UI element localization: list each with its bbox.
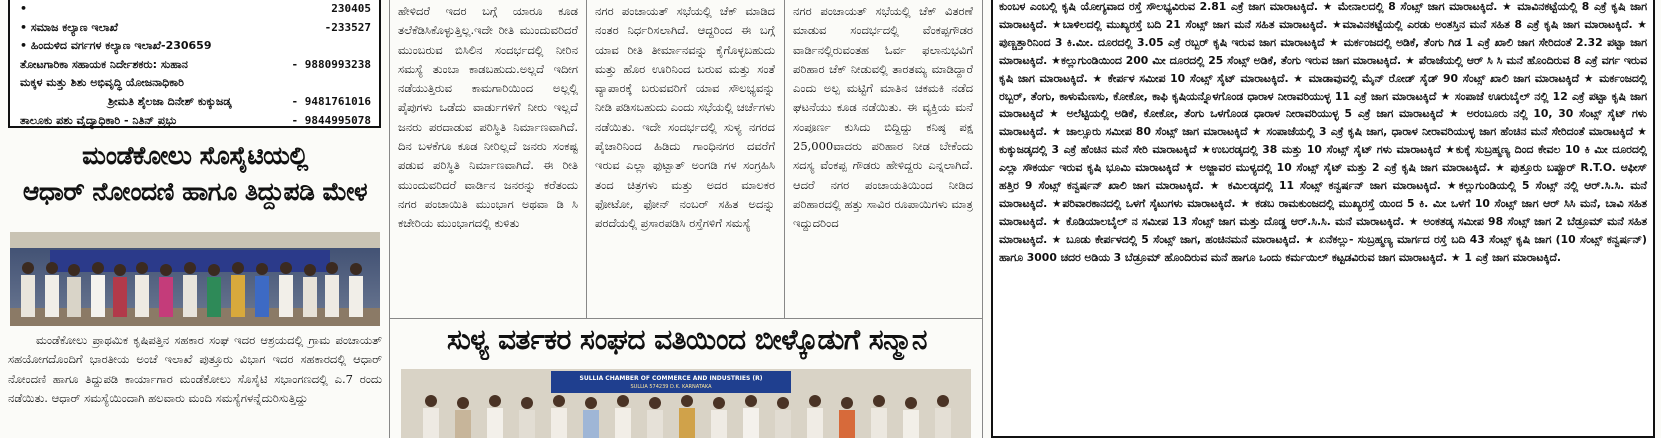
directory-label: ತಾಲೂಕು ಪಶು ವೈದ್ಯಾಧಿಕಾರಿ - ನಿತಿನ್ ಪ್ರಭು: [20, 113, 177, 127]
directory-row: [20, 93, 371, 112]
directory-number: 230405: [331, 2, 371, 15]
headline-line: ಮಂಡೆಕೋಲು ಸೊಸೈಟಿಯಲ್ಲಿ: [82, 141, 308, 170]
article-column-4: ನಗರ ಪಂಚಾಯತ್ ಸಭೆಯಲ್ಲಿ ಚೆಕ್ ವಿತರಣೆ ಮಾಡುವ ಸಂದರ್ಭದಲ್ಲಿ ವೆಂಕಪ್ಪಗೌಡರ ವಾರ್ಡಿನಲ್ಲಿರುವಂತಹ ಓರ್ವ ಫಲಾನುಭವಿಗೆ ಪರಿಹಾರ ಚೆಕ್ ನೀಡುವಲ್ಲಿ ತಾರತಮ್ಯ ಮಾಡಿದ್ದಾರೆ ಎಂದು ಅಲ್ಪ ಮಟ್ಟಿಗೆ ಮಾತಿನ ಚಕಮಕಿ ನಡೆದ ಘಟನೆಯು ಕೂಡ ನಡೆಯಿತು. ಈ ವ್ಯಕ್ತಿಯ ಮನೆ ಸಂಪೂರ್ಣ ಕುಸಿದು ಬಿದ್ದಿದ್ದು ಕನಿಷ್ಠ ಪಕ್ಷ 25,000ವಾದರು ಪರಿಹಾರ ನೀಡ ಬೇಕೆಂದು ಸದಸ್ಯ ವೆಂಕಪ್ಪ ಗೌಡರು ಹೇಳಿದ್ದರು ಎನ್ನಲಾಗಿದೆ. ಆದರೆ ನಗರ ಪಂಚಾಯತಿಯಿಂದ ನೀಡಿದ ಪರಿಹಾರದಲ್ಲಿ ಹತ್ತು ಸಾವಿರ ರೂಪಾಯಿಗಳು ಮಾತ್ರ ಇದ್ದುದರಿಂದ: [793, 4, 973, 231]
group-photo-illustration: [10, 232, 380, 326]
left-story-body: ಮಂಡೆಕೋಲು ಪ್ರಾಥಮಿಕ ಕೃಷಿಪತ್ತಿನ ಸಹಕಾರ ಸಂಘ ಇದರ ಆಶ್ರಯದಲ್ಲಿ ಗ್ರಾಮ ಪಂಚಾಯತ್ ಸಹಯೋಗದೊಂದಿಗೆ ಭಾರತೀಯ ಅಂಚೆ ಇಲಾಖೆ ಪುತ್ತೂರು ವಿಭಾಗ ಇದರ ಸಹಕಾರದಲ್ಲಿ ಆಧಾರ್ ನೋಂದಣಿ ಹಾಗೂ ತಿದ್ದುಪಡಿ ಕಾರ್ಯಾಗಾರ ಮಂಡೆಕೋಲು ಸೊಸೈಟಿ ಸಭಾಂಗಣದಲ್ಲಿ ಎ.7 ರಂದು ನಡೆಯಿತು. ಆಧಾರ್ ಸಮಸ್ಯೆಯಿಂದಾಗಿ ಹಲವಾರು ಮಂದಿ ಸಮಸ್ಯೆಗಳನ್ನೆದುರಿಸುತ್ತಿದ್ದು: [8, 333, 382, 405]
people-group: [21, 262, 363, 317]
left-story-headline: [8, 138, 382, 210]
directory-number: - 9481761016: [291, 94, 371, 108]
directory-row: [20, 19, 371, 38]
column-rule-4: [982, 0, 983, 438]
directory-row: [20, 74, 371, 93]
column-rule-3: [784, 0, 785, 318]
directory-row: [20, 37, 371, 56]
mid-story-headline: ಸುಳ್ಯ ವರ್ತಕರ ಸಂಘದ ವತಿಯಿಂದ ಬೀಳ್ಕೊಡುಗೆ ಸನ್ಮಾನ: [446, 323, 927, 356]
directory-row: [20, 56, 371, 75]
banner-text-line2: SULLIA 574239 D.K. KARNATAKA: [630, 384, 712, 390]
horizontal-rule-mid: [389, 318, 982, 319]
directory-row: [20, 0, 371, 19]
directory-label: ಶ್ರೀಮತಿ ಶೈಲಜಾ ದಿನೇಶ್ ಕುಕ್ಕುಜಡ್ಕ: [108, 94, 232, 108]
felicitation-photo: [401, 369, 971, 438]
directory-label: ಮಕ್ಕಳ ಮತ್ತು ಶಿಶು ಅಭಿವೃದ್ಧಿ ಯೋಜನಾಧಿಕಾರಿ: [20, 76, 184, 90]
directory-label: • ಸಮಾಜ ಕಲ್ಯಾಣ ಇಲಾಖೆ: [20, 20, 118, 34]
directory-label: •: [20, 2, 28, 15]
column-rule-1: [389, 0, 390, 438]
directory-number: - 9844995078: [291, 113, 371, 127]
real-estate-classifieds-box: [991, 0, 1655, 438]
aadhaar-camp-photo: [10, 232, 380, 326]
directory-number: -233527: [324, 20, 371, 34]
headline-line: ಆಧಾರ್ ನೋಂದಣಿ ಹಾಗೂ ತಿದ್ದುಪಡಿ ಮೇಳ: [22, 177, 368, 206]
directory-label: ತೋಟಗಾರಿಕಾ ಸಹಾಯಕ ನಿರ್ದೇಶಕರು: ಸುಹಾನ: [20, 57, 188, 71]
contact-directory-box: [8, 0, 381, 128]
classifieds-text: ಕುಂಬಳ ಎಂಬಲ್ಲಿ ಕೃಷಿ ಯೋಗ್ಯವಾದ ರಸ್ತೆ ಸೌಲಭ್ಯವಿರುವ 2.81 ಎಕ್ರೆ ಜಾಗ ಮಾರಾಟಕ್ಕಿದೆ. ★ ಮೇನಾಲದಲ್ಲಿ 8 ಸೆಂಟ್ಸ್ ಜಾಗ ಮಾರಾಟಕ್ಕಿದೆ. ★ ಮಾವಿನಕಟ್ಟೆಯಲ್ಲಿ 8 ಎಕ್ರೆ ಕೃಷಿ ಜಾಗ ಮಾರಾಟಕ್ಕಿದೆ. ★ಬಾಳಿಲದಲ್ಲಿ ಮುಖ್ಯರಸ್ತೆ ಬದಿ 21 ಸೆಂಟ್ಸ್ ಜಾಗ ಮನೆ ಸಹಿತ ಮಾರಾಟಕ್ಕಿದೆ. ★ಮಾವಿನಕಟ್ಟೆಯಲ್ಲಿ ಎರಡು ಅಂತಸ್ತಿನ ಮನೆ ಸಹಿತ 8 ಎಕ್ರೆ ಕೃಷಿ ಜಾಗ ಮಾರಾಟಕ್ಕಿದೆ. ★ ಪುಣ್ಚತ್ತಾರಿನಿಂದ 3 ಕಿ.ಮೀ. ದೂರದಲ್ಲಿ 3.05 ಎಕ್ರೆ ರಬ್ಬರ್ ಕೃಷಿ ಇರುವ ಜಾಗ ಮಾರಾಟಕ್ಕಿದೆ ★ ಮರ್ಕಂಜದಲ್ಲಿ ಅಡಿಕೆ, ತೆಂಗು ಗಿಡ 1 ಎಕ್ರೆ ಖಾಲಿ ಜಾಗ ಸೇರಿದಂತೆ 2.32 ಪಟ್ಟಾ ಜಾಗ ಮಾರಾಟಕ್ಕಿದೆ. ★ಕಲ್ಲುಗುಂಡಿಯಿಂದ 200 ಮೀ ದೂರದಲ್ಲಿ 25 ಸೆಂಟ್ಸ್ ಅಡಿಕೆ, ತೆಂಗು ಇರುವ ಜಾಗ ಮಾರಾಟಕ್ಕಿದೆ. ★ ಪೆರಾಜೆಯಲ್ಲಿ ಆರ್ ಸಿ ಸಿ ಮನೆ ಹೊಂದಿರುವ 8 ಎಕ್ರೆ ವರ್ಗ ಇರುವ ಕೃಷಿ ಜಾಗ ಮಾರಾಟಕ್ಕಿದೆ. ★ ಕೇರ್ಪಳ ಸಮೀಪ 10 ಸೆಂಟ್ಸ್ ಸೈಟ್ ಮಾರಾಟಕ್ಕಿದೆ. ★ ಮಾಡಾವುವಲ್ಲಿ ಮೈನ್ ರೋಡ್ ಸೈಡ್ 90 ಸೆಂಟ್ಸ್ ಖಾಲಿ ಜಾಗ ಮಾರಾಟಕ್ಕಿದೆ ★ ಮರ್ಕಂಜದಲ್ಲಿ ರಬ್ಬರ್, ತೆಂಗು, ಕಾಳುಮೆಣಸು, ಕೋಕೋ, ಕಾಫಿ ಕೃಷಿಯನ್ನೊಳಗೊಂಡ ಧಾರಾಳ ನೀರಾವರಿಯುಳ್ಳ 11 ಎಕ್ರೆ ಜಾಗ ಮಾರಾಟಕ್ಕಿದೆ ★ ಸಂಪಾಜೆ ಊರುಬೈಲ್ ನಲ್ಲಿ 12 ಎಕ್ರೆ ಪಟ್ಟಾ ಕೃಷಿ ಜಾಗ ಮಾರಾಟಕ್ಕಿದೆ ★ ಅಲೆಟ್ಟಿಯಲ್ಲಿ ಅಡಿಕೆ, ಕೋಕೋ, ತೆಂಗು ಒಳಗೊಂಡ ಧಾರಾಳ ನೀರಾವರಿಯುಳ್ಳ 5 ಎಕ್ರೆ ಜಾಗ ಮಾರಾಟಕ್ಕಿದೆ ★ ಅರಂಬೂರು ನಲ್ಲಿ 10, 30 ಸೆಂಟ್ಸ್ ಸೈಟ್ ಗಳು ಮಾರಾಟಕ್ಕಿದೆ. ★ ಜಾಲ್ಸೂರು ಸಮೀಪ 80 ಸೆಂಟ್ಸ್ ಜಾಗ ಮಾರಾಟಕ್ಕಿದೆ ★ ಸಂಪಾಜೆಯಲ್ಲಿ 3 ಎಕ್ರೆ ಕೃಷಿ ಜಾಗ, ಧಾರಾಳ ನೀರಾವರಿಯುಳ್ಳ ಜಾಗ ಹೆಂಚಿನ ಮನೆ ಸೇರಿದಂತೆ ಮಾರಾಟಕ್ಕಿದೆ ★ ಕುಕ್ಕುಜಡ್ಕದಲ್ಲಿ 3 ಎಕ್ರೆ ಹೆಂಚಿನ ಮನೆ ಸೇರಿ ಮಾರಾಟಕ್ಕಿದೆ ★ಉಬರಡ್ಕದಲ್ಲಿ 38 ಮತ್ತು 10 ಸೆಂಟ್ಸ್ ಸೈಟ್ ಗಳು ಮಾರಾಟಕ್ಕಿದೆ ★ಕುಕ್ಕೆ ಸುಬ್ರಹ್ಮಣ್ಯ ದಿಂದ ಕೇವಲ 10 ಕಿ ಮೀ ದೂರದಲ್ಲಿ ಎಲ್ಲಾ ಸೌಕರ್ಯ ಇರುವ ಕೃಷಿ ಭೂಮಿ ಮಾರಾಟಕ್ಕಿದೆ ★ ಅಜ್ಜಾವರ ಮುಳ್ಯದಲ್ಲಿ 10 ಸೆಂಟ್ಸ್ ಸೈಟ್ ಮತ್ತು 2 ಎಕ್ರೆ ಕೃಷಿ ಜಾಗ ಮಾರಾಟಕ್ಕಿದೆ. ★ ಪುತ್ತೂರು ಬಪ್ಪೂರ್ R.T.O. ಆಫೀಸ್ ಹತ್ತಿರ 9 ಸೆಂಟ್ಸ್ ಕನ್ವರ್ಷನ್ ಖಾಲಿ ಜಾಗ ಮಾರಾಟಕ್ಕಿದೆ. ★ ಕಮಿಲಡ್ಕದಲ್ಲಿ 11 ಸೆಂಟ್ಸ್ ಕನ್ವರ್ಷನ್ ಜಾಗ ಮಾರಾಟಕ್ಕಿದೆ. ★ಕಲ್ಲುಗುಂಡಿಯಲ್ಲಿ 5 ಸೆಂಟ್ಸ್ ನಲ್ಲಿ ಆರ್.ಸಿ.ಸಿ. ಮನೆ ಮಾರಾಟಕ್ಕಿದೆ. ★ಪರಿವಾರಕಾನದಲ್ಲಿ ಒಳಗೆ ಸೈಟುಗಳು ಮಾರಾಟಕ್ಕಿದೆ. ★ ಕಡಬ ರಾಮಕುಂಜದಲ್ಲಿ ಮುಖ್ಯರಸ್ತೆ ಯಿಂದ 5 ಕಿ. ಮೀ ಒಳಗೆ 10 ಸೆಂಟ್ಸ್ ಜಾಗ ಆರ್ ಸಿಸಿ ಮನೆ, ಬಾವಿ ಸಹಿತ ಮಾರಾಟಕ್ಕಿದೆ. ★ ಕೊಡಿಯಾಲಬೈಲ್ ನ ಸಮೀಪ 13 ಸೆಂಟ್ಸ್ ಜಾಗ ಮತ್ತು ದೊಡ್ಡ ಆರ್.ಸಿ.ಸಿ. ಮನೆ ಮಾರಾಟಕ್ಕಿದೆ. ★ ಅಂಕತಡ್ಕ ಸಮೀಪ 98 ಸೆಂಟ್ಸ್ ಜಾಗ 2 ಬೆಡ್ರೂಮ್ ಮನೆ ಸಹಿತ ಮಾರಾಟಕ್ಕಿದೆ. ★ ಬೂಡು ಕೇರ್ಪಳದಲ್ಲಿ 5 ಸೆಂಟ್ಸ್ ಜಾಗ, ಹಂಚಿನಮನೆ ಮಾರಾಟಕ್ಕಿದೆ. ★ ಏನೆಕಲ್ಲು- ಸುಬ್ರಹ್ಮಣ್ಯ ಮಾರ್ಗದ ರಸ್ತೆ ಬದಿ 43 ಸೆಂಟ್ಸ್ ಕೃಷಿ ಜಾಗ (10 ಸೆಂಟ್ಸ್ ಕನ್ವರ್ಷನ್) ಹಾಗೂ 3000 ಚದರ ಅಡಿಯ 3 ಬೆಡ್ರೂಮ್ ಹೊಂದಿರುವ ಮನೆ ಹಾಗೂ ಒಂದು ಕರ್ಮಯಿಲ್ ಕಟ್ಟಡವಿರುವ ಜಾಗ ಮಾರಾಟಕ್ಕಿದೆ. ★ 1 ಎಕ್ರೆ ಜಾಗ ಮಾರಾಟಕ್ಕಿದೆ.: [999, 0, 1647, 264]
banner-text-line1: SULLIA CHAMBER OF COMMERCE AND INDUSTRIES (R): [579, 375, 763, 382]
felicitation-photo-illustration: [401, 369, 971, 438]
article-column-2: ಹೇಳಿದರೆ ಇದರ ಬಗ್ಗೆ ಯಾರೂ ಕೂಡ ತಲೆಕೆಡಿಸಿಕೊಳ್ಳುತ್ತಿಲ್ಲ.ಇದೇ ರೀತಿ ಮುಂದುವರಿದರೆ ಮುಂಬರುವ ಬಿಸಿಲಿನ ಸಂದರ್ಭದಲ್ಲಿ ನೀರಿನ ಸಮಸ್ಯೆ ತುಂಬಾ ಕಾಡಬಹುದು.ಅಲ್ಲದೆ ಇದೀಗ ನಡೆಯುತ್ತಿರುವ ಕಾಮಗಾರಿಯಿಂದ ಅಲ್ಲಲ್ಲಿ ಪೈಪುಗಳು ಒಡೆದು ವಾರ್ಡುಗಳಿಗೆ ನೀರು ಇಲ್ಲದೆ ಜನರು ಪರದಾಡುವ ಪರಿಸ್ಥಿತಿ ನಿರ್ಮಾಣವಾಗಿದೆ. ದಿನ ಬಳಕೆಗೂ ಕೂಡ ನೀರಿಲ್ಲದೆ ಜನರು ಸಂಕಷ್ಟ ಪಡುವ ಪರಿಸ್ಥಿತಿ ನಿರ್ಮಾಣವಾಗಿದೆ. ಈ ರೀತಿ ಮುಂದುವರಿದರೆ ವಾರ್ಡಿನ ಜನರನ್ನು ಕರೆತಂದು ನಗರ ಪಂಚಾಯಿತಿ ಮುಂಭಾಗ ಅಥವಾ ಡಿ ಸಿ ಕಚೇರಿಯ ಮುಂಭಾಗದಲ್ಲಿ ಕುಳಿತು: [398, 4, 578, 231]
directory-number: - 9880993238: [291, 57, 371, 71]
directory-label: • ಹಿಂದುಳಿದ ವರ್ಗಗಳ ಕಲ್ಯಾಣ ಇಲಾಖೆ-230659: [20, 39, 212, 53]
article-column-3: ನಗರ ಪಂಚಾಯತ್ ಸಭೆಯಲ್ಲಿ ಚೆಕ್ ಮಾಡಿದ ನಂತರ ನಿರ್ಧರಿಸಲಾಗಿದೆ. ಆದ್ದರಿಂದ ಈ ಬಗ್ಗೆ ಯಾವ ರೀತಿ ತೀರ್ಮಾನವನ್ನು ಕೈಗೊಳ್ಳಬಹುದು ಮತ್ತು ಹೊರ ಊರಿನಿಂದ ಬರುವ ಮತ್ತು ಸಂತೆ ವ್ಯಾಪಾರಕ್ಕೆ ಬರುವವರಿಗೆ ಯಾವ ಸೌಲಭ್ಯವನ್ನು ನೀಡಿ ಪಡಿಸಬಹುದು ಎಂದು ಸಭೆಯಲ್ಲಿ ಚರ್ಚೆಗಳು ನಡೆಯಿತು. ಇದೇ ಸಂದರ್ಭದಲ್ಲಿ ಸುಳ್ಯ ನಗರದ ಪೈಚಾರಿನಿಂದ ಹಿಡಿದು ಗಾಂಧಿನಗರ ದವರೆಗೆ ಇರುವ ಎಲ್ಲಾ ಫುಟ್ಬಾತ್ ಅಂಗಡಿ ಗಳ ಸಂಗ್ರಹಿಸಿ ತಂದ ಚಿತ್ರಗಳು ಮತ್ತು ಅದರ ಮಾಲಕರ ಫೋಟೋ, ಫೋನ್ ನಂಬರ್ ಸಹಿತ ಅದನ್ನು ಪರದೆಯಲ್ಲಿ ಪ್ರಸಾರಪಡಿಸಿ ರಸ್ತೆಗಳಿಗೆ ಸಮಸ್ಯೆ: [595, 4, 775, 231]
directory-row: [20, 112, 371, 131]
column-rule-2: [586, 0, 587, 318]
